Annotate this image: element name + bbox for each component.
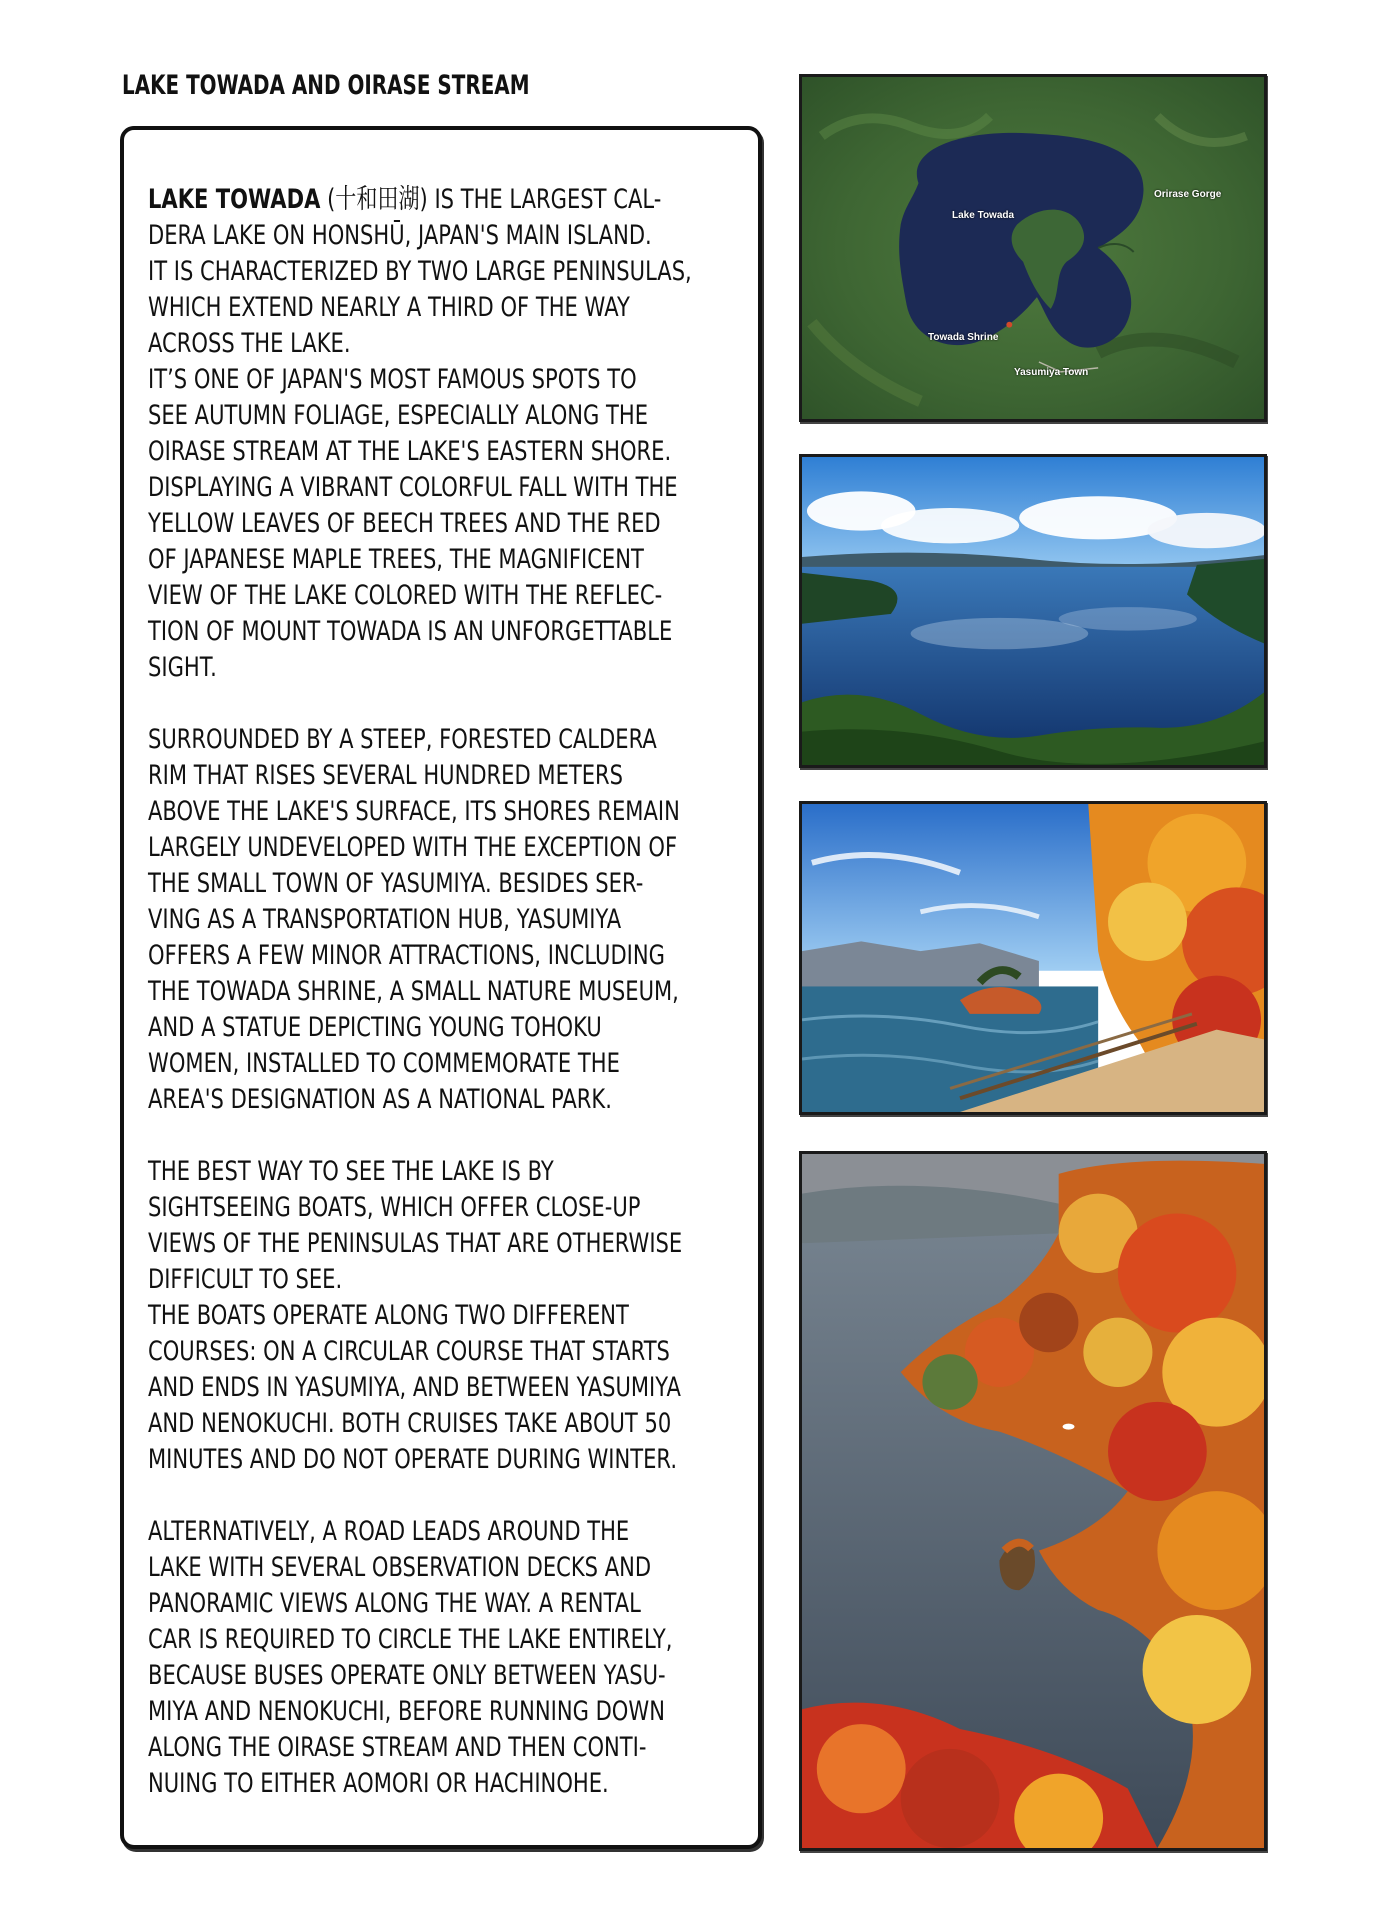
lakeside-walkway-image bbox=[802, 804, 1264, 1112]
article-line-24: AND A STATUE DEPICTING YOUNG TOHOKU bbox=[148, 1012, 602, 1043]
autumn-cliffs-image bbox=[802, 1154, 1264, 1848]
article-line-21: VING AS A TRANSPORTATION HUB, YASUMIYA bbox=[148, 904, 622, 935]
paragraph-gap bbox=[148, 1478, 725, 1514]
article-line-30: VIEWS OF THE PENINSULAS THAT ARE OTHERWISE bbox=[148, 1228, 683, 1259]
article-line-19: LARGELY UNDEVELOPED WITH THE EXCEPTION OF bbox=[148, 832, 678, 863]
article-line-32: THE BOATS OPERATE ALONG TWO DIFFERENT bbox=[148, 1300, 629, 1331]
page-title: LAKE TOWADA AND OIRASE STREAM bbox=[122, 70, 530, 101]
article-line-4: WHICH EXTEND NEARLY A THIRD OF THE WAY bbox=[148, 292, 630, 323]
article-line-42: BECAUSE BUSES OPERATE ONLY BETWEEN YASU- bbox=[148, 1660, 666, 1691]
article-line-41: CAR IS REQUIRED TO CIRCLE THE LAKE ENTIRELY, bbox=[148, 1624, 673, 1655]
article-line-5: ACROSS THE LAKE. bbox=[148, 328, 351, 359]
article-line-23: THE TOWADA SHRINE, A SMALL NATURE MUSEUM, bbox=[148, 976, 679, 1007]
article-line-39: LAKE WITH SEVERAL OBSERVATION DECKS AND bbox=[148, 1552, 652, 1583]
article-line-29: SIGHTSEEING BOATS, WHICH OFFER CLOSE-UP bbox=[148, 1192, 641, 1223]
article-line-28: THE BEST WAY TO SEE THE LAKE IS BY bbox=[148, 1156, 554, 1187]
article-line-6: IT’S ONE OF JAPAN'S MOST FAMOUS SPOTS TO bbox=[148, 364, 637, 395]
article-line-17: RIM THAT RISES SEVERAL HUNDRED METERS bbox=[148, 760, 624, 791]
map-label-lake: Lake Towada bbox=[952, 210, 1015, 221]
article-line-31: DIFFICULT TO SEE. bbox=[148, 1264, 343, 1295]
article-line-26: AREA'S DESIGNATION AS A NATIONAL PARK. bbox=[148, 1084, 612, 1115]
article-line-22: OFFERS A FEW MINOR ATTRACTIONS, INCLUDING bbox=[148, 940, 665, 971]
article-line-38: ALTERNATIVELY, A ROAD LEADS AROUND THE bbox=[148, 1516, 630, 1547]
lakeside-walkway-photo bbox=[799, 801, 1267, 1115]
paragraph-gap bbox=[148, 1118, 725, 1154]
map-label-gorge: Orirase Gorge bbox=[1154, 189, 1222, 200]
article-line-10: YELLOW LEAVES OF BEECH TREES AND THE RED bbox=[148, 508, 661, 539]
article-line-40: PANORAMIC VIEWS ALONG THE WAY. A RENTAL bbox=[148, 1588, 641, 1619]
lake-panorama-photo bbox=[799, 454, 1267, 768]
article-line-14: SIGHT. bbox=[148, 652, 217, 683]
article-line-1-rest: (十和田湖) IS THE LARGEST CAL- bbox=[320, 184, 662, 215]
article-line-33: COURSES: ON A CIRCULAR COURSE THAT STARTS bbox=[148, 1336, 670, 1367]
article-line-35: AND NENOKUCHI. BOTH CRUISES TAKE ABOUT 50 bbox=[148, 1408, 672, 1439]
article-line-20: THE SMALL TOWN OF YASUMIYA. BESIDES SER- bbox=[148, 868, 644, 899]
article-line-16: SURROUNDED BY A STEEP, FORESTED CALDERA bbox=[148, 724, 657, 755]
article-line-2: DERA LAKE ON HONSHŪ, JAPAN'S MAIN ISLAND. bbox=[148, 220, 652, 251]
lead-name: LAKE TOWADA bbox=[148, 184, 321, 215]
article-line-7: SEE AUTUMN FOLIAGE, ESPECIALLY ALONG THE bbox=[148, 400, 649, 431]
map-label-town: Yasumiya Town bbox=[1014, 367, 1089, 378]
article-line-11: OF JAPANESE MAPLE TREES, THE MAGNIFICENT bbox=[148, 544, 644, 575]
map-label-shrine: Towada Shrine bbox=[928, 332, 999, 343]
article-panel bbox=[120, 126, 762, 1849]
article-line-13: TION OF MOUNT TOWADA IS AN UNFORGETTABLE bbox=[148, 616, 673, 647]
article-line-1 bbox=[148, 182, 725, 218]
article-text bbox=[148, 182, 725, 1802]
map-photo bbox=[799, 74, 1267, 422]
article-line-25: WOMEN, INSTALLED TO COMMEMORATE THE bbox=[148, 1048, 620, 1079]
article-line-8: OIRASE STREAM AT THE LAKE'S EASTERN SHORE. bbox=[148, 436, 672, 467]
article-line-12: VIEW OF THE LAKE COLORED WITH THE REFLEC- bbox=[148, 580, 663, 611]
lake-panorama-image bbox=[802, 457, 1264, 765]
article-line-18: ABOVE THE LAKE'S SURFACE, ITS SHORES REMAIN bbox=[148, 796, 680, 827]
article-line-9: DISPLAYING A VIBRANT COLORFUL FALL WITH THE bbox=[148, 472, 678, 503]
article-line-43: MIYA AND NENOKUCHI, BEFORE RUNNING DOWN bbox=[148, 1696, 665, 1727]
paragraph-gap bbox=[148, 686, 725, 722]
article-line-36: MINUTES AND DO NOT OPERATE DURING WINTER. bbox=[148, 1444, 678, 1475]
article-line-3: IT IS CHARACTERIZED BY TWO LARGE PENINSULAS, bbox=[148, 256, 692, 287]
article-line-45: NUING TO EITHER AOMORI OR HACHINOHE. bbox=[148, 1768, 609, 1799]
article-line-44: ALONG THE OIRASE STREAM AND THEN CONTI- bbox=[148, 1732, 647, 1763]
autumn-cliffs-photo bbox=[799, 1151, 1267, 1851]
article-line-34: AND ENDS IN YASUMIYA, AND BETWEEN YASUMIYA bbox=[148, 1372, 681, 1403]
